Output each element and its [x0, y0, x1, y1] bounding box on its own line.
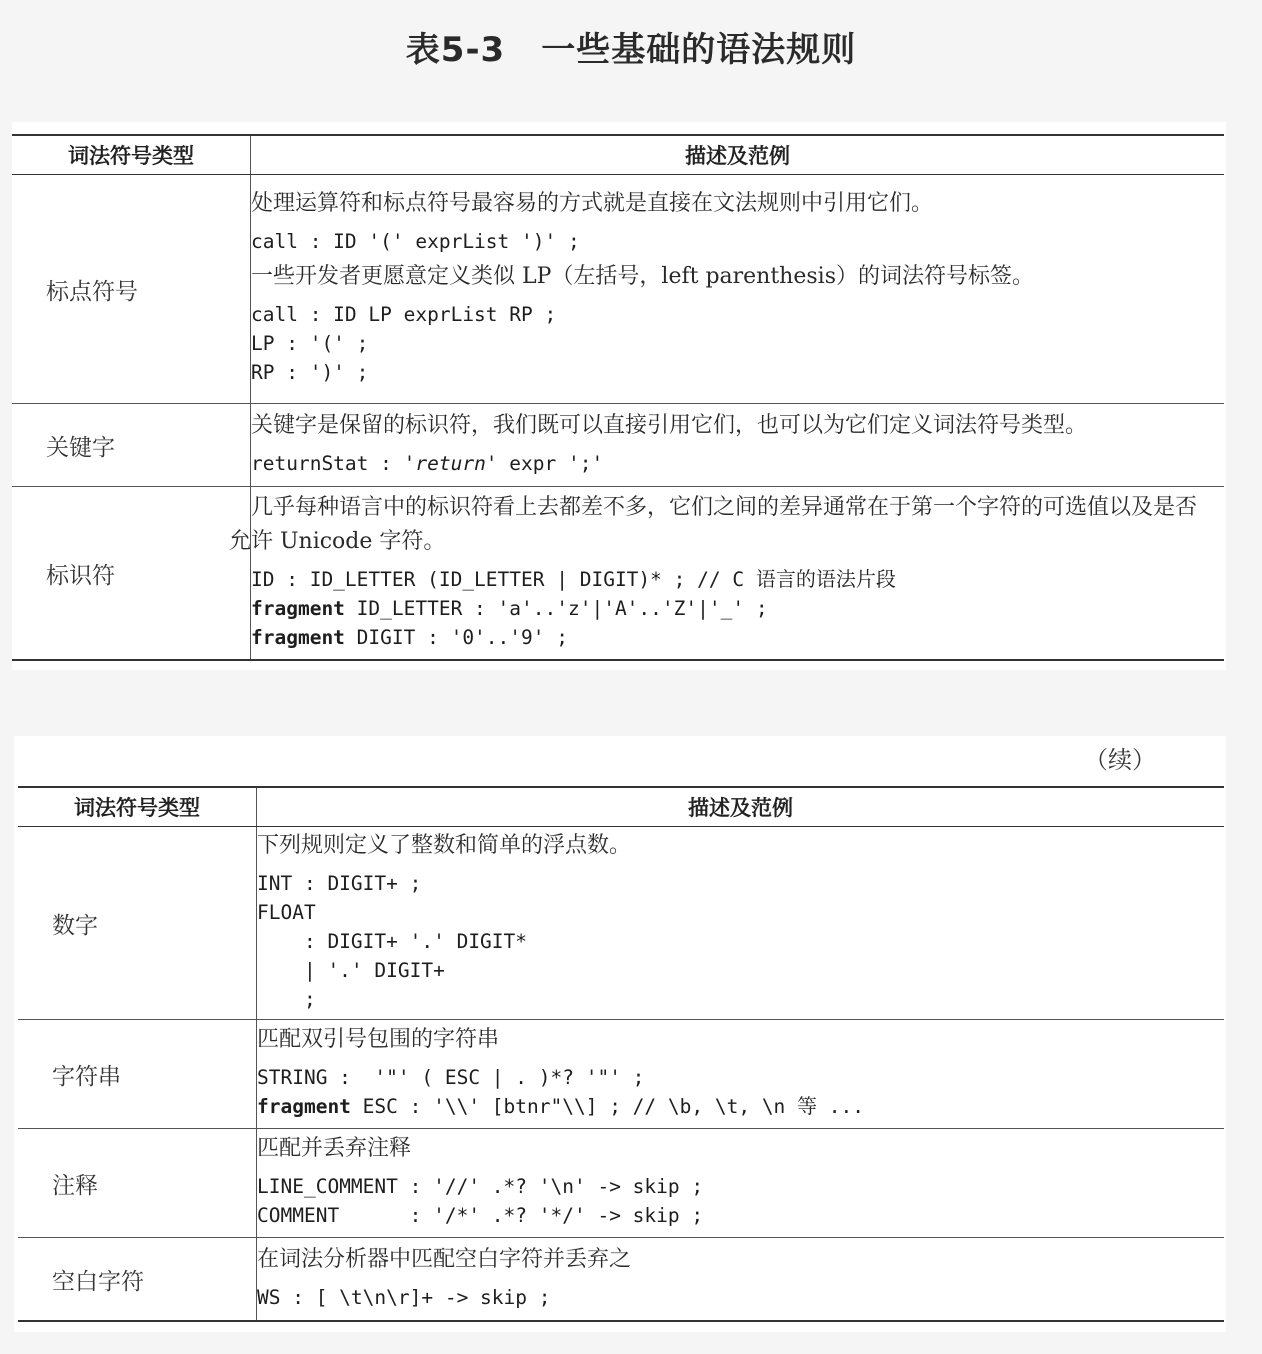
- table-title: [0, 22, 1262, 71]
- punct-code-2: [251, 300, 1224, 387]
- header-description: 描述及范例: [251, 135, 1225, 175]
- table-row-punctuation: [12, 175, 1224, 404]
- code-line: [251, 623, 1224, 652]
- code-line: INT : DIGIT+ ;: [257, 871, 422, 895]
- code-keyword-literal: 'return': [403, 451, 498, 475]
- row-label-number: 数字: [52, 912, 98, 939]
- code-comment-zh: 语言的语法片段: [755, 566, 896, 591]
- code-line: call : ID LP exprList RP ;: [251, 303, 557, 326]
- table-row-comment: [18, 1129, 1224, 1238]
- table-row-keyword: [12, 404, 1224, 487]
- whitespace-code: [257, 1283, 1224, 1312]
- table-part-1: [12, 122, 1226, 670]
- number-code: [257, 869, 1224, 1014]
- code-line: [251, 565, 1224, 594]
- row-label-string: 字符串: [52, 1063, 121, 1090]
- code-line: [257, 1092, 1224, 1121]
- row-label-identifier: 标识符: [46, 562, 115, 589]
- keyword-description: 关键字是保留的标识符，我们既可以直接引用它们，也可以为它们定义词法符号类型。: [251, 412, 1088, 438]
- table-row-identifier: [12, 487, 1224, 661]
- code-line: LINE_COMMENT : '//' .*? '\n' -> skip ;: [257, 1175, 704, 1198]
- code-text: ID_LETTER : 'a'..'z'|'A'..'Z'|'_' ;: [344, 596, 768, 620]
- table-row-string: [18, 1020, 1224, 1129]
- code-line: call : ID '(' exprList ')' ;: [251, 230, 580, 253]
- table-header-row: [12, 135, 1224, 175]
- table-part-2: [14, 736, 1226, 1332]
- code-text: ESC : '\\' [btnr"\\] ; // \b, \t, \n: [350, 1095, 798, 1118]
- table-row-whitespace: [18, 1238, 1224, 1322]
- code-text: ...: [817, 1095, 865, 1118]
- code-line: ;: [257, 987, 316, 1011]
- string-description: 匹配双引号包围的字符串: [257, 1027, 500, 1052]
- table-header-row: [18, 787, 1224, 827]
- comment-code: [257, 1172, 1224, 1230]
- code-keyword-fragment: fragment: [257, 1095, 351, 1118]
- code-line: STRING : '"' ( ESC | . )*? '"' ;: [257, 1066, 645, 1089]
- row-label-punctuation: 标点符号: [46, 278, 138, 305]
- punct-description-2: 一些开发者更愿意定义类似 LP（左括号，left parenthesis）的词法符号标签。: [251, 264, 1034, 289]
- code-text: expr ';': [497, 451, 604, 475]
- table-number: 表5-3: [405, 30, 506, 70]
- continued-label: （续）: [1084, 746, 1156, 774]
- row-label-keyword: 关键字: [46, 434, 115, 461]
- keyword-code: [251, 449, 1224, 478]
- table-row-number: [18, 827, 1224, 1020]
- header-description: 描述及范例: [257, 787, 1225, 827]
- grammar-rules-table-continued: [18, 786, 1224, 1322]
- identifier-description: 几乎每种语言中的标识符看上去都差不多，它们之间的差异通常在于第一个字符的可选值以及是否允许 Unicode 字符。: [229, 494, 1198, 554]
- code-line: COMMENT : '/*' .*? '*/' -> skip ;: [257, 1204, 704, 1227]
- string-code: [257, 1063, 1224, 1121]
- code-line: RP : ')' ;: [251, 361, 369, 384]
- code-keyword-fragment: fragment: [251, 625, 345, 649]
- code-line: [251, 594, 1224, 623]
- code-text: ID : ID_LETTER (ID_LETTER | DIGIT)* ; // C: [251, 567, 756, 591]
- code-line: LP : '(' ;: [251, 332, 369, 355]
- code-line: : DIGIT+ '.' DIGIT*: [257, 929, 528, 953]
- number-description: 下列规则定义了整数和简单的浮点数。: [257, 832, 632, 858]
- punct-description-1: 处理运算符和标点符号最容易的方式就是直接在文法规则中引用它们。: [251, 191, 934, 216]
- code-line: FLOAT: [257, 900, 316, 924]
- whitespace-description: 在词法分析器中匹配空白字符并丢弃之: [257, 1246, 632, 1272]
- row-label-whitespace: 空白字符: [52, 1268, 144, 1295]
- code-text: returnStat :: [251, 451, 404, 475]
- header-token-type: 词法符号类型: [18, 787, 257, 827]
- code-line: WS : [ \t\n\r]+ -> skip ;: [257, 1285, 551, 1309]
- comment-description: 匹配并丢弃注释: [257, 1136, 412, 1161]
- code-comment-zh: 等: [797, 1094, 818, 1118]
- identifier-code: [251, 565, 1224, 652]
- header-token-type: 词法符号类型: [12, 135, 251, 175]
- code-text: DIGIT : '0'..'9' ;: [344, 625, 568, 649]
- code-keyword-fragment: fragment: [251, 596, 345, 620]
- grammar-rules-table: [12, 134, 1224, 661]
- row-label-comment: 注释: [52, 1172, 98, 1199]
- table-caption: 一些基础的语法规则: [541, 30, 857, 70]
- code-line: | '.' DIGIT+: [257, 958, 445, 982]
- punct-code-1: [251, 227, 1224, 256]
